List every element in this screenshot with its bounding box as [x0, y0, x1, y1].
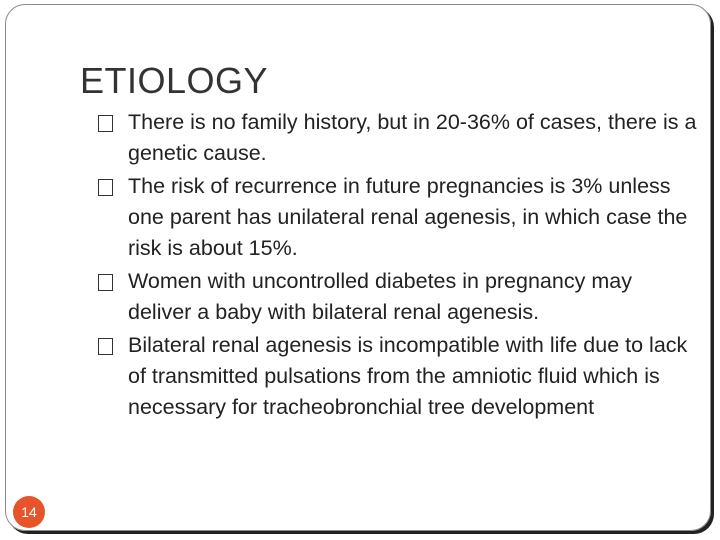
- bullet-text: Women with uncontrolled diabetes in pregnancy may deliver a baby with bilateral renal agenesis.: [128, 269, 632, 324]
- bullet-item: [98, 266, 698, 328]
- page-number-badge: 14: [13, 496, 45, 528]
- bullet-text: The risk of recurrence in future pregnancies is 3% unless one parent has unilateral renal agenesis, in which case the risk is about 15%.: [128, 174, 688, 260]
- bullet-text: Bilateral renal agenesis is incompatible with life due to lack of transmitted pulsations from the amniotic fluid which is necessary for tracheobronchial tree development: [128, 333, 688, 419]
- bullet-text: There is no family history, but in 20-36% of cases, there is a genetic cause.: [128, 110, 697, 165]
- empty-square-icon: [98, 179, 113, 196]
- empty-square-icon: [98, 274, 113, 291]
- bullet-item: [98, 107, 698, 169]
- bullet-list: [98, 107, 698, 425]
- empty-square-icon: [98, 338, 113, 355]
- bullet-item: [98, 330, 698, 423]
- bullet-item: [98, 171, 698, 264]
- slide-title: ETIOLOGY: [80, 60, 269, 101]
- empty-square-icon: [98, 115, 113, 132]
